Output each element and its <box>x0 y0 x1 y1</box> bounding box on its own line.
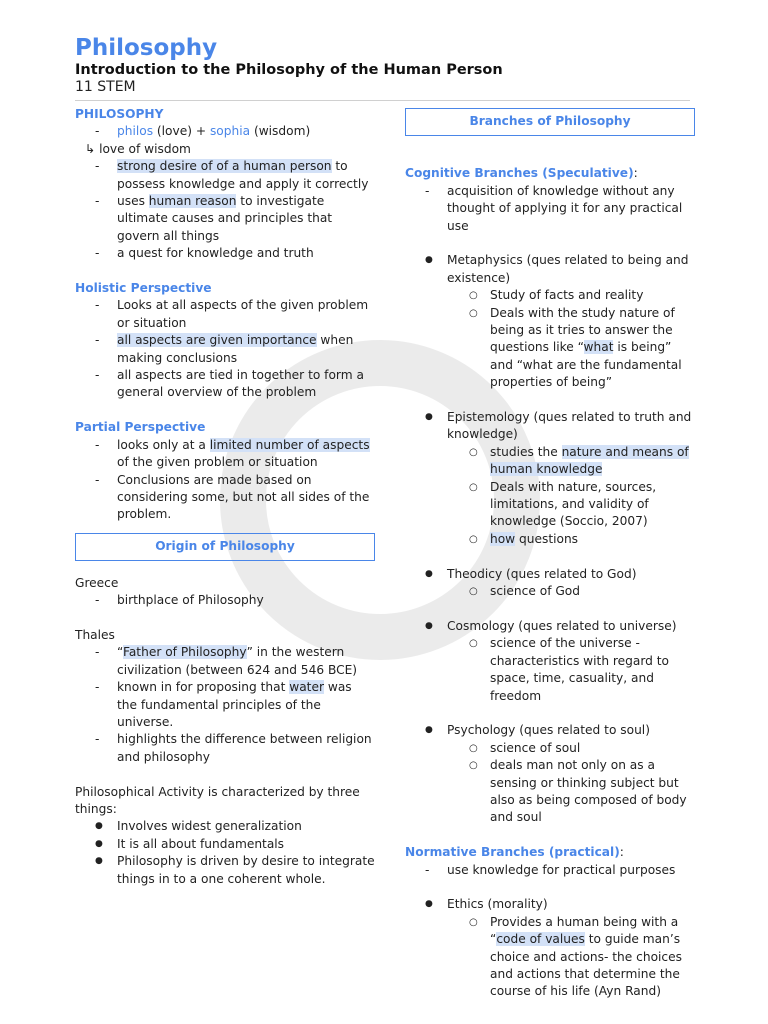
thales-list <box>75 644 375 766</box>
philosophy-definition-list <box>75 158 375 262</box>
list-item: ○ science of soul <box>405 740 695 757</box>
page-subtitle: Introduction to the Philosophy of the Human Person <box>75 62 503 78</box>
list-item: ○ Deals with nature, sources, limitations, and validity of knowledge (Soccio, 2007) <box>405 479 695 531</box>
list-item: ○ Deals with the study nature of being as it tries to answer the questions like “what is being” and “what are the fundamental properties of being” <box>405 305 695 392</box>
metaphysics-list <box>405 252 695 287</box>
philosophy-list <box>75 123 375 140</box>
psychology-sublist <box>405 740 695 827</box>
document-header <box>75 34 695 96</box>
epistemology-sublist <box>405 444 695 548</box>
cognitive-list <box>405 183 695 235</box>
ethics-sublist <box>405 914 695 1001</box>
list-item: ○ science of God <box>405 583 695 600</box>
partial-list <box>75 437 375 524</box>
list-item: - highlights the difference between religion and philosophy <box>75 731 375 766</box>
list-item: - looks only at a limited number of aspects of the given problem or situation <box>75 437 375 472</box>
love-of-wisdom-line: ↳ love of wisdom <box>85 141 191 156</box>
cosmology-sublist <box>405 635 695 705</box>
list-item: ● Theodicy (ques related to God) <box>405 566 695 583</box>
list-item: - “Father of Philosophy” in the western civilization (between 624 and 546 BCE) <box>75 644 375 679</box>
holistic-list <box>75 297 375 401</box>
list-item: - birthplace of Philosophy <box>75 592 375 609</box>
list-item: ● Psychology (ques related to soul) <box>405 722 695 739</box>
activity-intro: Philosophical Activity is characterized by three things: <box>75 784 360 816</box>
cosmology-list <box>405 618 695 635</box>
list-item: - acquisition of knowledge without any thought of applying it for any practical use <box>405 183 695 235</box>
list-item: ○ science of the universe - characteristics with regard to space, time, casuality, and freedom <box>405 635 695 705</box>
list-item: - strong desire of of a human person to possess knowledge and apply it correctly <box>75 158 375 193</box>
ethics-list <box>405 896 695 913</box>
normative-list <box>405 862 695 879</box>
greece-list <box>75 592 375 609</box>
branches-of-philosophy-box: Branches of Philosophy <box>405 108 695 136</box>
list-item: ○ deals man not only on as a sensing or thinking subject but also as being composed of body and soul <box>405 757 695 827</box>
list-item: ● Ethics (morality) <box>405 896 695 913</box>
cognitive-heading: Cognitive Branches (Speculative): <box>405 166 638 181</box>
holistic-heading: Holistic Perspective <box>75 281 212 296</box>
list-item: - uses human reason to investigate ultimate causes and principles that govern all things <box>75 193 375 245</box>
list-item: - all aspects are given importance when making conclusions <box>75 332 375 367</box>
metaphysics-sublist <box>405 287 695 391</box>
theodicy-list <box>405 566 695 583</box>
header-divider <box>75 100 690 101</box>
list-item: - philos (love) + sophia (wisdom) <box>75 123 375 140</box>
origin-of-philosophy-box: Origin of Philosophy <box>75 533 375 561</box>
list-item: ● Epistemology (ques related to truth and knowledge) <box>405 409 695 444</box>
list-item: - Conclusions are made based on considering some, but not all sides of the problem. <box>75 472 375 524</box>
normative-heading: Normative Branches (practical): <box>405 845 624 860</box>
list-item: - Looks at all aspects of the given problem or situation <box>75 297 375 332</box>
thales-label: Thales <box>75 627 115 642</box>
list-item: - use knowledge for practical purposes <box>405 862 695 879</box>
epistemology-list <box>405 409 695 444</box>
list-item: ● Cosmology (ques related to universe) <box>405 618 695 635</box>
activity-list <box>75 818 375 888</box>
list-item: ● It is all about fundamentals <box>75 836 375 853</box>
list-item: ● Philosophy is driven by desire to integrate things in to a one coherent whole. <box>75 853 375 888</box>
psychology-list <box>405 722 695 739</box>
theodicy-sublist <box>405 583 695 600</box>
list-item: ● Metaphysics (ques related to being and existence) <box>405 252 695 287</box>
left-column <box>75 106 375 888</box>
page-title: Philosophy <box>75 35 218 61</box>
list-item: ● Involves widest generalization <box>75 818 375 835</box>
list-item: - a quest for knowledge and truth <box>75 245 375 262</box>
list-item: ○ Study of facts and reality <box>405 287 695 304</box>
partial-heading: Partial Perspective <box>75 420 206 435</box>
list-item: - all aspects are tied in together to form a general overview of the problem <box>75 367 375 402</box>
list-item: ○ studies the nature and means of human knowledge <box>405 444 695 479</box>
right-column <box>405 108 695 1001</box>
list-item: ○ how questions <box>405 531 695 548</box>
greece-label: Greece <box>75 575 119 590</box>
grade-label: 11 STEM <box>75 79 136 95</box>
list-item: - known in for proposing that water was the fundamental principles of the universe. <box>75 679 375 731</box>
list-item: ○ Provides a human being with a “code of values to guide man’s choice and actions- the choices and actions that determine the course of his life (Ayn Rand) <box>405 914 695 1001</box>
philosophy-heading: PHILOSOPHY <box>75 107 164 121</box>
